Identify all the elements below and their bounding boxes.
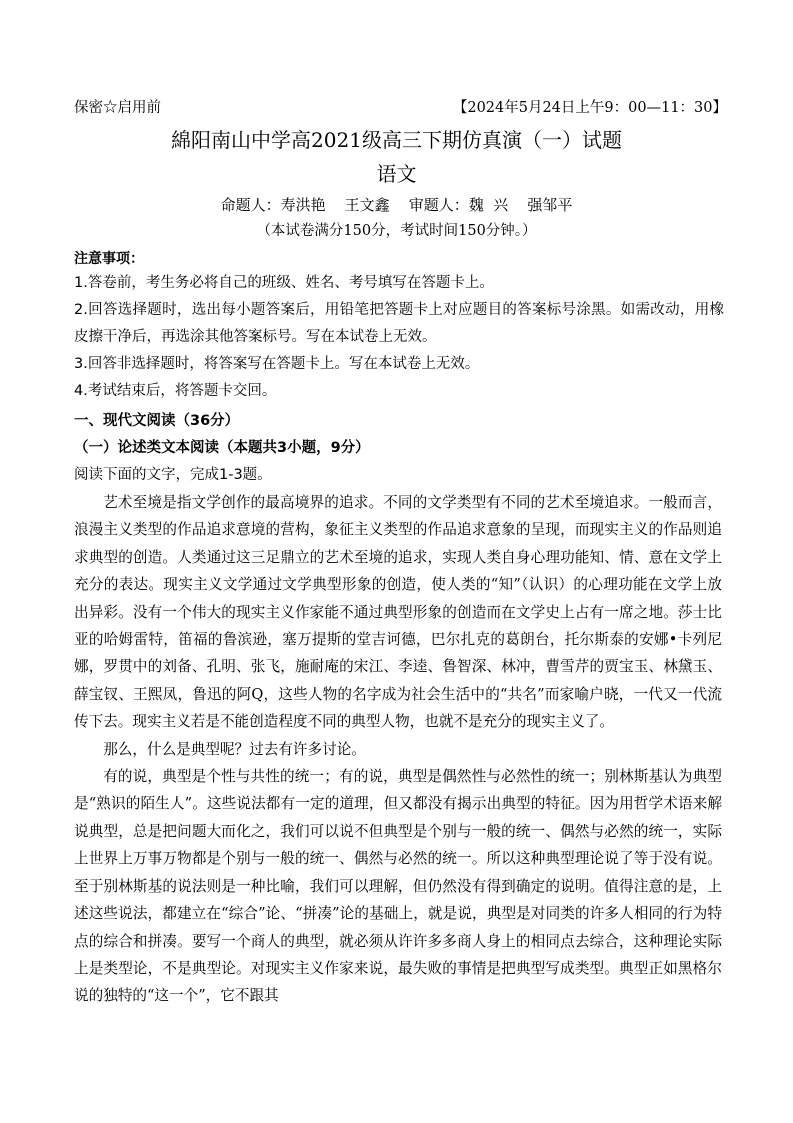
notice-item: 4.考试结束后，将答题卡交回。 bbox=[74, 383, 277, 399]
confidential-label: 保密☆启用前 bbox=[74, 100, 161, 116]
notice-heading: 注意事项： bbox=[74, 251, 144, 267]
reading-instruction: 阅读下面的文字，完成1-3题。 bbox=[74, 467, 272, 483]
notice-item: 3.回答非选择题时，将答案写在答题卡上。写在本试卷上无效。 bbox=[74, 356, 480, 372]
subsection-title: （一）论述类文本阅读（本题共3小题，9分） bbox=[74, 440, 370, 456]
notice-list bbox=[74, 270, 724, 405]
page-header bbox=[74, 96, 727, 118]
authors-line: 命题人：寿洪艳 王文鑫 审题人：魏 兴 强邹平 bbox=[220, 196, 573, 214]
passage-paragraph: 那么，什么是典型呢？过去有许多讨论。 bbox=[103, 740, 366, 758]
section-title: 一、现代文阅读（36分） bbox=[74, 413, 240, 429]
passage-paragraph: 有的说，典型是个性与共性的统一；有的说，典型是偶然性与必然性的统一；别林斯基认为典型是“熟识的陌生人”。这些说法都有一定的道理，但又都没有揭示出典型的特征。因为用哲学术语来解说典型，总是把问题大而化之，我们可以说不但典型是个别与一般的统一、偶然与必然的统一，实际上世界上万事万物都是个别与一般的统一、偶然与必然的统一。所以这种典型理论说了等于没有说。至于别林斯基的说法则是一种比喻，我们可以理解，但仍然没有得到确定的说明。值得注意的是，上述这些说法，都建立在“综合”论、“拼凑”论的基础上，就是说，典型是对同类的许多人相同的行为特点的综合和拼凑。要写一个商人的典型，就必须从许许多多商人身上的相同点去综合，这种理论实际上是类型论，不是典型论。对现实主义作家来说，最失败的事情是把典型写成类型。典型正如黑格尔说的独特的“这一个”，它不跟其 bbox=[74, 768, 722, 1005]
subject-title: 语文 bbox=[376, 162, 417, 186]
reading-passage bbox=[74, 489, 722, 1010]
notice-item: 2.回答选择题时，选出每小题答案后，用铅笔把答题卡上对应题目的答案标号涂黑。如需改动，用橡皮擦干净后，再选涂其他答案标号。写在本试卷上无效。 bbox=[74, 302, 724, 345]
exam-title: 綿阳南山中学高2021级高三下期仿真演（一）试题 bbox=[171, 128, 622, 152]
exam-time: 【2024年5月24日上午9：00—11：30】 bbox=[452, 100, 727, 116]
notice-item: 1.答卷前，考生务必将自己的班级、姓名、考号填写在答题卡上。 bbox=[74, 275, 494, 291]
passage-paragraph: 艺术至境是指文学创作的最高境界的追求。不同的文学类型有不同的艺术至境追求。一般而言，浪漫主义类型的作品追求意境的营构，象征主义类型的作品追求意象的呈现，而现实主义的作品则追求典型的创造。人类通过这三足鼎立的艺术至境的追求，实现人类自身心理功能知、情、意在文学上充分的表达。现实主义文学通过文学典型形象的创造，使人类的“知”（认识）的心理功能在文学上放出异彩。没有一个伟大的现实主义作家能不通过典型形象的创造而在文学史上占有一席之地。莎士比亚的哈姆雷特，笛福的鲁滨逊，塞万提斯的堂吉诃德，巴尔扎克的葛朗台，托尔斯泰的安娜•卡列尼娜，罗贯中的刘备、孔明、张飞，施耐庵的宋江、李逵、鲁智深、林冲，曹雪芹的贾宝玉、林黛玉、薛宝钗、王熙凤，鲁迅的阿Q，这些人物的名字成为社会生活中的“共名”而家喻户晓，一代又一代流传下去。现实主义若是不能创造程度不同的典型人物，也就不是充分的现实主义了。 bbox=[74, 494, 722, 731]
exam-meta: （本试卷满分150分，考试时间150分钟。） bbox=[256, 223, 537, 239]
